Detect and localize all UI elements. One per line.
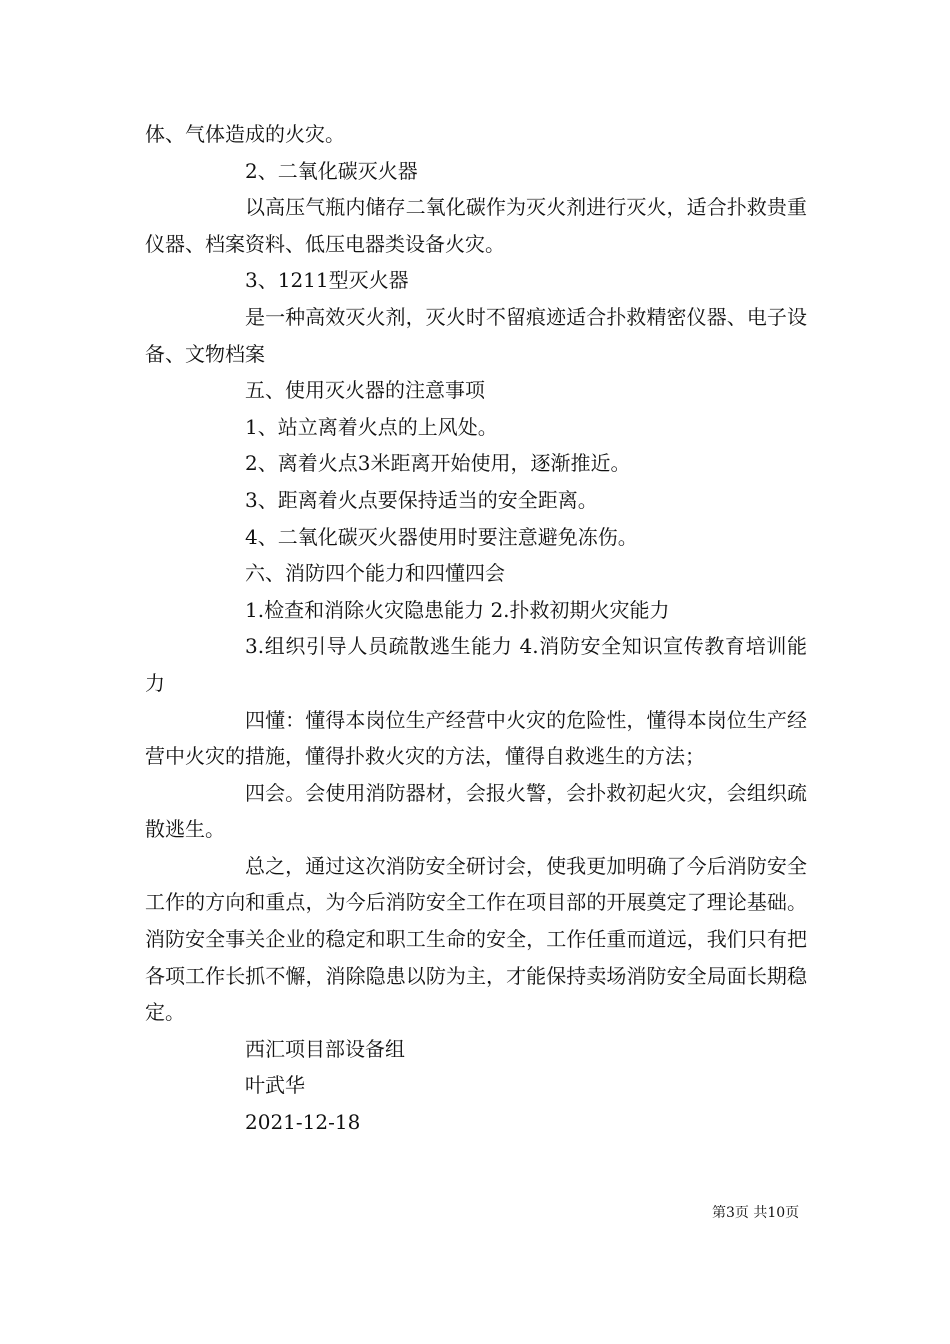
signature-date: 2021-12-18 (245, 1110, 361, 1135)
paragraph-four-understand: 四懂：懂得本岗位生产经营中火灾的危险性，懂得本岗位生产经营中火灾的措施，懂得扑救火灾的方法，懂得自救逃生的方法； (145, 707, 807, 769)
paragraph-summary: 总之，通过这次消防安全研讨会，使我更加明确了今后消防安全工作的方向和重点，为今后消防安全工作在项目部的开展奠定了理论基础。消防安全事关企业的稳定和职工生命的安全，工作任重而道远，我们只有把各项工作长抓不懈，消除隐患以防为主，才能保持卖场消防安全局面长期稳定。 (145, 853, 807, 1025)
section-heading-abilities: 六、消防四个能力和四懂四会 (245, 561, 505, 586)
document-body (145, 116, 807, 1141)
list-item: 1、站立离着火点的上风处。 (245, 414, 498, 439)
section-heading-precautions: 五、使用灭火器的注意事项 (245, 378, 485, 403)
page-number: 第3页 共10页 (712, 1205, 800, 1221)
signature-department: 西汇项目部设备组 (245, 1036, 405, 1061)
heading-1211-extinguisher: 3、1211型灭火器 (245, 268, 409, 293)
signature-name: 叶武华 (245, 1073, 305, 1098)
paragraph: 是一种高效灭火剂，灭火时不留痕迹适合扑救精密仪器、电子设备、文物档案 (145, 304, 807, 366)
list-item: 1.检查和消除火灾隐患能力 2.扑救初期火灾能力 (245, 597, 670, 622)
paragraph: 以高压气瓶内储存二氧化碳作为灭火剂进行灭火，适合扑救贵重仪器、档案资料、低压电器类设备火灾。 (145, 195, 807, 256)
list-item: 4、二氧化碳灭火器使用时要注意避免冻伤。 (245, 524, 638, 549)
heading-co2-extinguisher: 2、二氧化碳灭火器 (245, 158, 418, 183)
list-item: 2、离着火点3米距离开始使用，逐渐推近。 (245, 451, 631, 476)
list-item: 3、距离着火点要保持适当的安全距离。 (245, 487, 598, 512)
list-item: 3.组织引导人员疏散逃生能力 4.消防安全知识宣传教育培训能力 (145, 634, 807, 695)
paragraph-four-can: 四会。会使用消防器材，会报火警，会扑救初起火灾，会组织疏散逃生。 (145, 780, 807, 842)
paragraph: 体、气体造成的火灾。 (145, 122, 345, 146)
